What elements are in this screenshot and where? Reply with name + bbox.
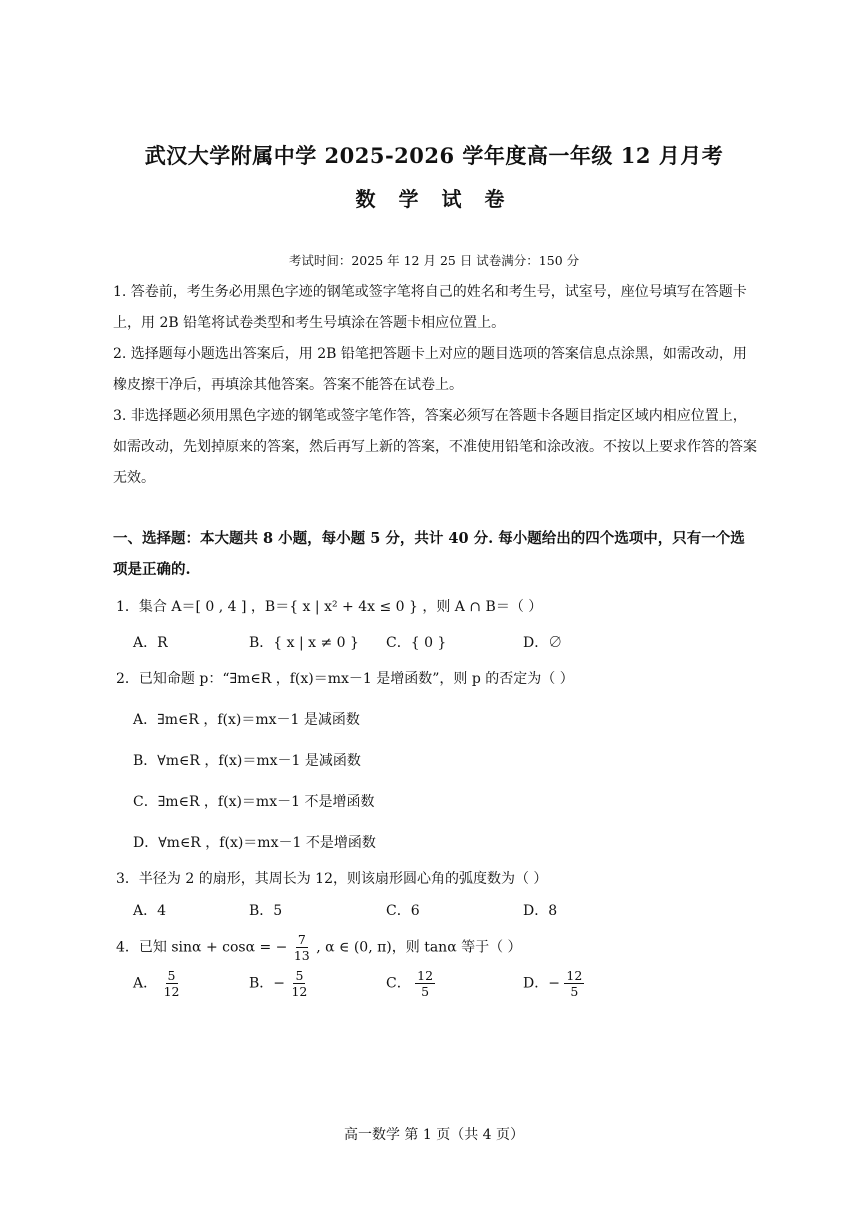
question-2-option-a: A．∃m∈R ，f(x)＝mx－1 是减函数 xyxy=(133,712,360,728)
question-3-option-b: B．5 xyxy=(249,903,283,919)
option-fraction xyxy=(415,968,435,999)
exam-title: 武汉大学附属中学 2025-2026 学年度高一年级 12 月月考 xyxy=(144,143,724,168)
question-4-option-b xyxy=(249,968,309,999)
option-label: A． xyxy=(133,975,158,992)
option-fraction xyxy=(564,968,584,999)
option-fraction-den: 5 xyxy=(421,984,430,999)
exam-subtitle: 数 学 试 卷 xyxy=(355,187,513,211)
question-1-stem: 1．集合 A＝[ 0 , 4 ] ，B＝{ x | x² + 4x ≤ 0 } ，则 A ∩ B＝（ ） xyxy=(116,599,543,615)
question-4-option-d xyxy=(523,968,584,999)
page-footer: 高一数学 第 1 页（共 4 页） xyxy=(343,1127,525,1143)
question-4-fraction-den: 13 xyxy=(293,948,310,963)
question-2-option-d: D．∀m∈R ，f(x)＝mx－1 不是增函数 xyxy=(133,835,376,851)
option-fraction-num: 5 xyxy=(167,968,176,983)
question-1-option-d: D．∅ xyxy=(523,635,563,651)
option-label: B． xyxy=(249,975,274,992)
question-4-option-c xyxy=(386,968,435,999)
option-fraction-num: 12 xyxy=(417,968,434,983)
question-2-option-b: B．∀m∈R ，f(x)＝mx－1 是减函数 xyxy=(133,753,361,769)
question-4-option-a xyxy=(133,968,181,999)
question-4-stem xyxy=(116,932,522,963)
option-fraction-den: 5 xyxy=(570,984,579,999)
option-fraction-den: 12 xyxy=(291,984,308,999)
question-4-fraction xyxy=(292,932,312,963)
option-label: C． xyxy=(386,975,411,992)
question-3-option-c: C．6 xyxy=(386,903,420,919)
option-fraction-num: 5 xyxy=(295,968,304,983)
notice-3: 3. 非选择题必须用黑色字迹的钢笔或签字笔作答，答案必须写在答题卡各题目指定区域内相应位置上，如需改动，先划掉原来的答案，然后再写上新的答案，不准使用铅笔和涂改液。不按以上要求作答的答案无效。 xyxy=(113,408,757,486)
question-2-option-c: C．∃m∈R ，f(x)＝mx－1 不是增函数 xyxy=(133,794,375,810)
question-2-stem: 2．已知命题 p：“∃m∈R ，f(x)＝mx－1 是增函数”，则 p 的否定为（ ） xyxy=(116,671,574,687)
option-fraction-den: 12 xyxy=(163,984,180,999)
option-fraction xyxy=(162,968,182,999)
question-4-stem-prefix: 4．已知 sinα + cosα = − xyxy=(116,939,288,956)
option-label: D． xyxy=(523,975,549,992)
question-3-option-d: D．8 xyxy=(523,903,558,919)
notice-1: 1. 答卷前，考生务必用黑色字迹的钢笔或签字笔将自己的姓名和考生号，试室号，座位号填写在答题卡上，用 2B 铅笔将试卷类型和考生号填涂在答题卡相应位置上。 xyxy=(113,284,747,331)
question-1-option-a: A．R xyxy=(133,635,168,651)
question-3-option-a: A．4 xyxy=(133,903,167,919)
option-sign: − xyxy=(548,975,560,992)
option-fraction-num: 12 xyxy=(566,968,583,983)
question-1-option-b: B．{ x | x ≠ 0 } xyxy=(249,635,359,651)
exam-meta: 考试时间：2025 年 12 月 25 日 试卷满分：150 分 xyxy=(288,253,580,268)
question-3-stem: 3．半径为 2 的扇形，其周长为 12，则该扇形圆心角的弧度数为（ ） xyxy=(116,871,548,887)
section-heading: 一、选择题：本大题共 8 小题，每小题 5 分，共计 40 分. 每小题给出的四个选项中，只有一个选项是正确的. xyxy=(113,530,745,578)
option-fraction xyxy=(289,968,309,999)
notice-2: 2. 选择题每小题选出答案后，用 2B 铅笔把答题卡上对应的题目选项的答案信息点涂黑，如需改动，用橡皮擦干净后，再填涂其他答案。答案不能答在试卷上。 xyxy=(113,346,747,393)
option-sign: − xyxy=(273,975,286,992)
question-4-fraction-num: 7 xyxy=(297,932,306,947)
question-4-stem-suffix: , α ∈ (0, π)，则 tanα 等于（ ） xyxy=(316,939,522,956)
question-1-option-c: C．{ 0 } xyxy=(386,635,447,651)
